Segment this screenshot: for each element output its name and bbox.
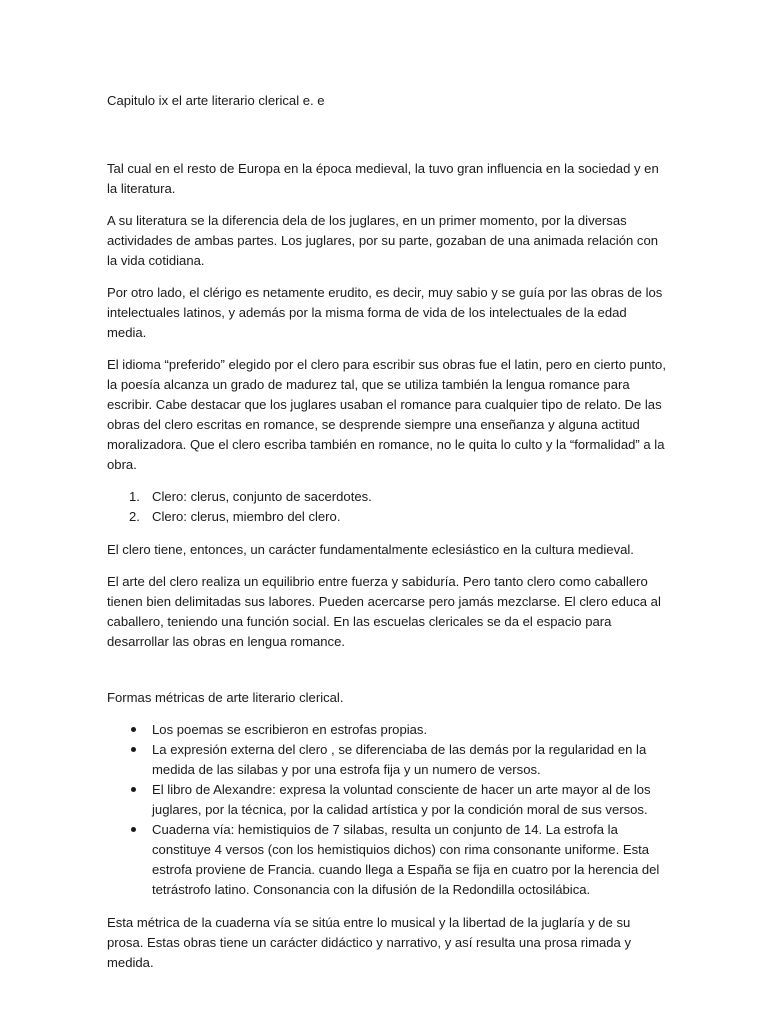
paragraph-clerigo: Por otro lado, el clérigo es netamente erudito, es decir, muy sabio y se guía por las obras de los intelectuales latinos, y además por la misma forma de vida de los intelectuales de la edad media. — [107, 285, 663, 340]
bullet-icon — [131, 747, 136, 752]
numbered-list — [107, 487, 667, 527]
list-item-text: Cuaderna vía: hemistiquios de 7 silabas, resulta un conjunto de 14. La estrofa la constituye 4 versos (con los hemistiquios dichos) con rima consonante uniforme. Esta estrofa proviene de Francia. cuando llega a España se fija en cuatro por la herencia del tetrástrofo latino. Consonancia con la difusión de la Redondilla octosilábica. — [152, 822, 660, 897]
list-item-text: Clero: clerus, conjunto de sacerdotes. — [152, 489, 372, 504]
paragraph-arte-clero: El arte del clero realiza un equilibrio entre fuerza y sabiduría. Pero tanto clero como caballero tienen bien delimitadas sus labores. Pueden acercarse pero jamás mezclarse. El clero educa al caballero, teniendo una función social. En las escuelas clericales se da el espacio para desarrollar las obras en lengua romance. — [107, 574, 661, 649]
document-page — [107, 91, 667, 985]
paragraph-juglares: A su literatura se la diferencia dela de los juglares, en un primer momento, por la diversas actividades de ambas partes. Los juglares, por su parte, gozaban de una animada relación con la vida cotidiana. — [107, 213, 659, 268]
list-item-text: El libro de Alexandre: expresa la voluntad consciente de hacer un arte mayor al de los juglares, por la técnica, por la calidad artística y por la condición moral de sus versos. — [152, 782, 651, 817]
paragraph-caracter: El clero tiene, entonces, un carácter fundamentalmente eclesiástico en la cultura medieval. — [107, 542, 634, 557]
bullet-icon — [131, 827, 136, 832]
list-item — [107, 740, 667, 780]
section-heading: Formas métricas de arte literario clerical. — [107, 690, 344, 705]
bullet-icon — [131, 727, 136, 732]
list-item — [107, 820, 667, 900]
list-item-text: Los poemas se escribieron en estrofas propias. — [152, 722, 428, 737]
list-item — [107, 487, 667, 507]
paragraph-idioma: El idioma “preferido” elegido por el clero para escribir sus obras fue el latin, pero en cierto punto, la poesía alcanza un grado de madurez tal, que se utiliza también la lengua romance para escribir. Cabe destacar que los juglares usaban el romance para cualquier tipo de relato. De las obras del clero escritas en romance, se desprende siempre una enseñanza y alguna actitud moralizadora. Que el clero escriba también en romance, no le quita lo culto y la “formalidad” a la obra. — [107, 357, 666, 472]
list-item — [107, 507, 667, 527]
list-marker: 2. — [129, 509, 140, 524]
list-item-text: Clero: clerus, miembro del clero. — [152, 509, 341, 524]
bullet-icon — [131, 787, 136, 792]
document-title: Capitulo ix el arte literario clerical e. e — [107, 93, 325, 108]
paragraph-intro: Tal cual en el resto de Europa en la época medieval, la tuvo gran influencia en la sociedad y en la literatura. — [107, 161, 659, 196]
list-item — [107, 780, 667, 820]
list-item — [107, 720, 667, 740]
bullet-list — [107, 720, 667, 900]
list-marker: 1. — [129, 489, 140, 504]
list-item-text: La expresión externa del clero , se diferenciaba de las demás por la regularidad en la medida de las silabas y por una estrofa fija y un numero de versos. — [152, 742, 647, 777]
paragraph-closing: Esta métrica de la cuaderna vía se sitúa entre lo musical y la libertad de la juglaría y de su prosa. Estas obras tiene un carácter didáctico y narrativo, y así resulta una prosa rimada y medida. — [107, 915, 632, 970]
